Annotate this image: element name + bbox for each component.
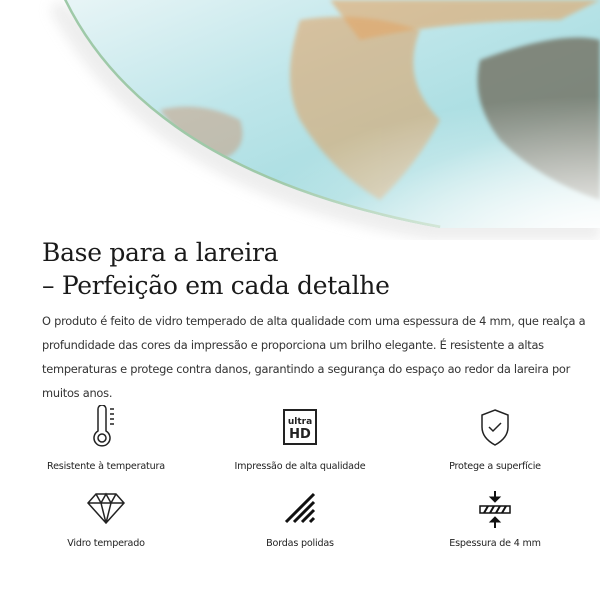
marble-glass-product-image xyxy=(0,0,600,240)
polished-edges-icon xyxy=(280,490,320,526)
svg-text:ultra: ultra xyxy=(287,417,313,427)
diamond-icon xyxy=(86,490,126,526)
feature-label: Resistente à temperatura xyxy=(47,461,165,472)
feature-polished-edges xyxy=(210,490,390,549)
ultra-hd-icon xyxy=(280,405,320,449)
shield-check-icon xyxy=(475,405,515,449)
page-title xyxy=(42,236,390,302)
feature-tempered-glass xyxy=(16,490,196,549)
feature-print-quality xyxy=(210,405,390,472)
thickness-icon xyxy=(475,490,515,530)
feature-label: Bordas polidas xyxy=(266,538,334,549)
feature-thickness xyxy=(405,490,585,549)
title-line-2: – Perfeição em cada detalhe xyxy=(42,271,390,300)
thermometer-icon xyxy=(86,405,126,449)
feature-protection xyxy=(405,405,585,472)
feature-label: Vidro temperado xyxy=(67,538,145,549)
feature-label: Espessura de 4 mm xyxy=(449,538,541,549)
feature-label: Impressão de alta qualidade xyxy=(234,461,366,472)
svg-text:HD: HD xyxy=(289,427,311,442)
feature-temperature xyxy=(16,405,196,472)
feature-label: Protege a superfície xyxy=(449,461,541,472)
product-description: O produto é feito de vidro temperado de alta qualidade com uma espessura de 4 mm, que realça a profundidade das cores da impressão e proporciona um brilho elegante. É resistente a altas temperaturas e protege contra danos, garantindo a segurança do espaço ao redor da lareira por muitos anos. xyxy=(42,314,586,400)
title-line-1: Base para a lareira xyxy=(42,238,279,267)
